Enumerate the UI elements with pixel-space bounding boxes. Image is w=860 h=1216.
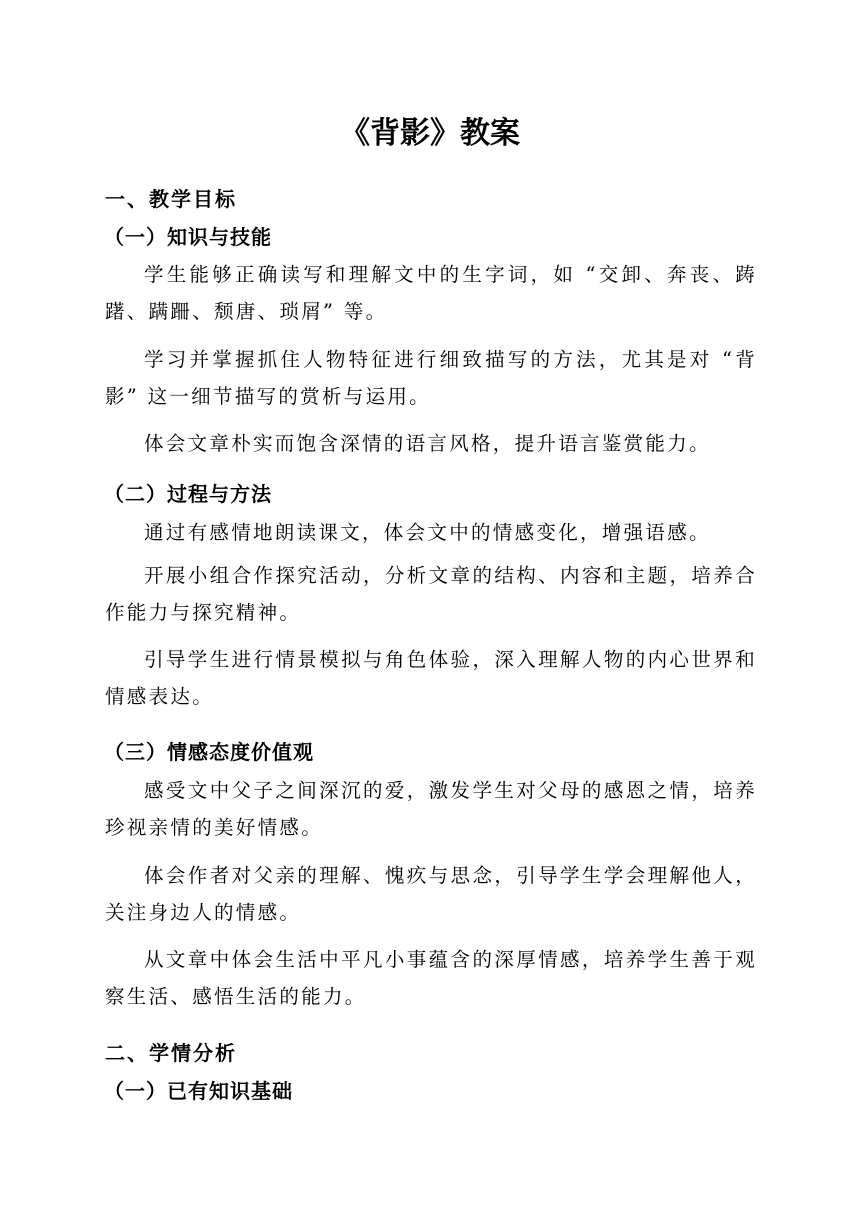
subheading-existing-knowledge: （一）已有知识基础	[104, 1079, 293, 1103]
paragraph: 通过有感情地朗读课文，体会文中的情感变化，增强语感。	[144, 521, 711, 544]
section-heading-teaching-goals: 一、教学目标	[105, 187, 237, 211]
paragraph: 体会作者对父亲的理解、愧疚与思念，引导学生学会理解他人，关注身边人的情感。	[105, 864, 757, 924]
paragraph: 学生能够正确读写和理解文中的生字词，如 “交卸、奔丧、踌躇、蹒跚、颓唐、琐屑” 等。	[105, 263, 757, 323]
document-title: 《背影》教案	[340, 116, 520, 151]
paragraph: 从文章中体会生活中平凡小事蕴含的深厚情感，培养学生善于观察生活、感悟生活的能力。	[105, 948, 757, 1008]
section-heading-learning-analysis: 二、学情分析	[105, 1041, 237, 1065]
subheading-process-method: （二）过程与方法	[104, 482, 272, 506]
paragraph: 开展小组合作探究活动，分析文章的结构、内容和主题，培养合作能力与探究精神。	[105, 564, 757, 624]
paragraph: 学习并掌握抓住人物特征进行细致描写的方法，尤其是对 “背影” 这一细节描写的赏析与运用。	[105, 348, 757, 408]
paragraph: 感受文中父子之间深沉的爱，激发学生对父母的感恩之情，培养珍视亲情的美好情感。	[105, 779, 757, 839]
subheading-knowledge-skills: （一）知识与技能	[104, 225, 272, 249]
paragraph: 引导学生进行情景模拟与角色体验，深入理解人物的内心世界和情感表达。	[105, 648, 757, 708]
paragraph: 体会文章朴实而饱含深情的语言风格，提升语言鉴赏能力。	[144, 432, 711, 455]
subheading-emotion-values: （三）情感态度价值观	[104, 740, 314, 764]
